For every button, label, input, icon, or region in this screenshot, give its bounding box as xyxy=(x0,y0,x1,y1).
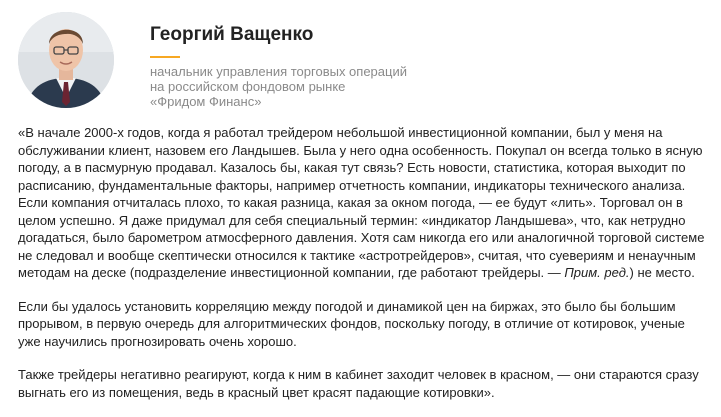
author-description-line: на российском фондовом рынке xyxy=(150,79,346,94)
author-description-line: начальник управления торговых операций xyxy=(150,64,407,79)
author-description-line: «Фридом Финанс» xyxy=(150,94,262,109)
author-name: Георгий Ващенко xyxy=(150,24,314,45)
quote-paragraph-2: Если бы удалось установить корреляцию между погодой и динамикой цен на биржах, это было бы большим прорывом, в первую очередь для алгоритмических фондов, поскольку погоду, в отличие от котировок, ученые уже научились прогнозировать очень хорошо. xyxy=(18,298,685,349)
quote-paragraph-1 xyxy=(18,124,708,282)
editor-note: Прим. ред. xyxy=(564,265,630,280)
author-description xyxy=(150,64,407,109)
author-block xyxy=(18,12,708,112)
quote-body xyxy=(18,124,708,417)
avatar xyxy=(18,12,114,108)
paragraph-text: «В начале 2000-х годов, когда я работал трейдером небольшой инвестиционной компании, был у меня на обслуживании клиент, назовем его Ландышев. Была у него одна особенность. Покупал он всегда только в ясную погоду, а в пасмурную продавал. Казалось бы, какая тут связь? Есть новости, статистика, которая выходит по расписанию, фундаментальные факторы, например отчетность компании, индикаторы технического анализа. Если компания отчиталась плохо, то какая разница, какая за окном погода, — ее будут «лить». Торговал он в целом успешно. Я даже придумал для себя специальный термин: «индикатор Ландышева», что, как нетрудно догадаться, было барометром атмосферного давления. Хотя сам никогда его или аналогичной торговой системе не следовал и вообще скептически относился к тактике «астротрейдеров», считая, что суевериям и ненаучным методам на деске (подразделение инвестиционной компании, где работают трейдеры. — xyxy=(18,125,705,280)
author-photo xyxy=(18,12,114,108)
accent-divider xyxy=(150,56,180,58)
quote-paragraph-3: Также трейдеры негативно реагируют, когда к ним в кабинет заходит человек в красном, — они стараются сразу выгнать его из помещения, ведь в красный цвет красят падающие котировки». xyxy=(18,367,699,400)
paragraph-text: ) не место. xyxy=(629,265,695,280)
